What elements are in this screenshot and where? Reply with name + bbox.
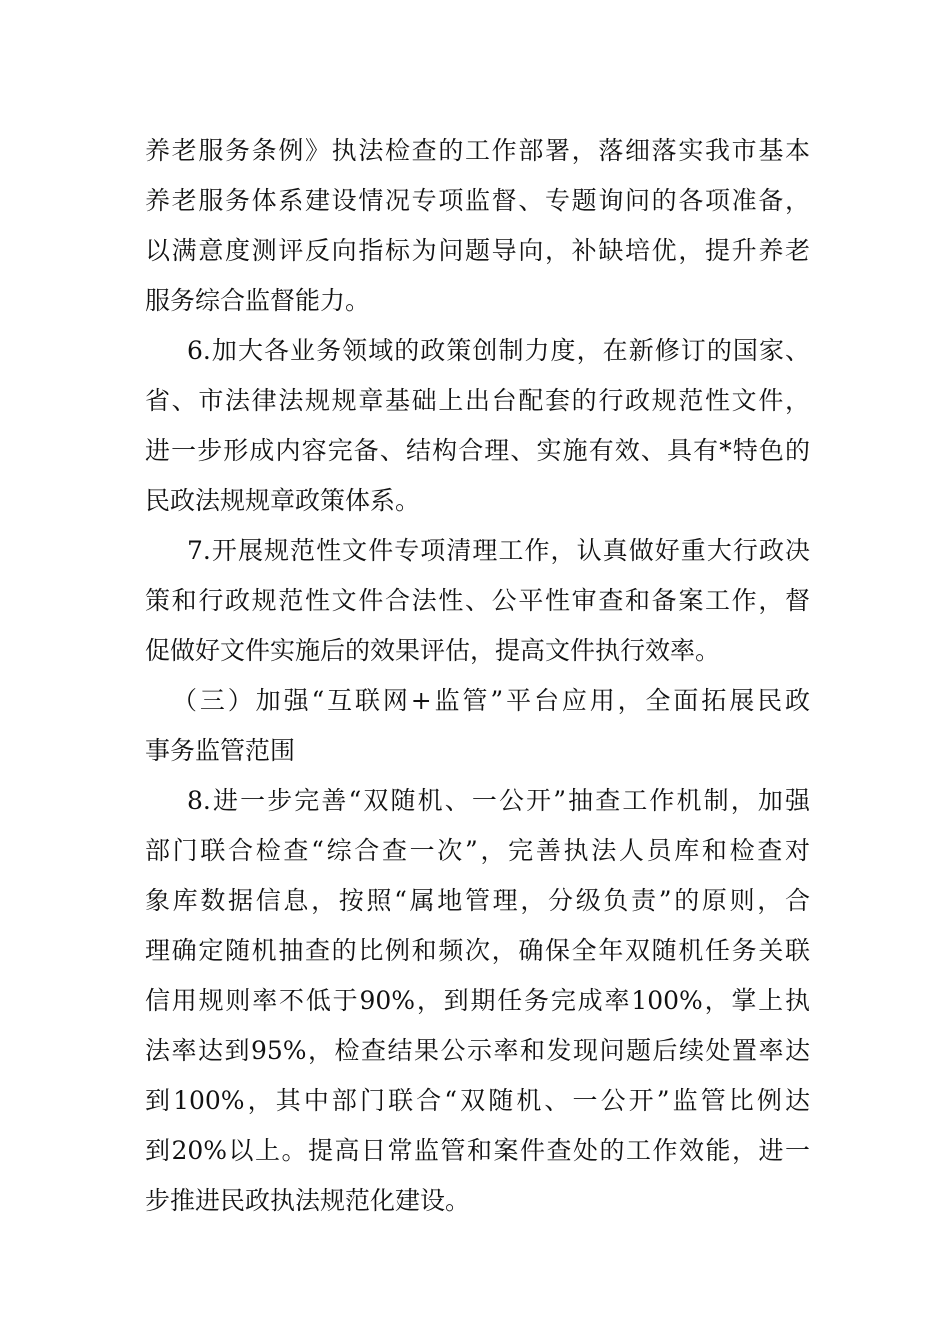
paragraph-line: 服务综合监督能力。: [145, 286, 371, 315]
paragraph-line: 到100%，其中部门联合“双随机、一公开”监管比例达: [145, 1086, 810, 1115]
paragraph-line: 信用规则率不低于90%，到期任务完成率100%，掌上执: [145, 986, 810, 1015]
paragraph-line: 养老服务条例》执法检查的工作部署，落细落实我市基本: [145, 136, 810, 165]
paragraph-line: 省、市法律法规规章基础上出台配套的行政规范性文件，: [145, 386, 810, 415]
paragraph-line: 促做好文件实施后的效果评估，提高文件执行效率。: [145, 636, 721, 665]
paragraph-line: 民政法规规章政策体系。: [145, 486, 421, 515]
section-heading-line: （三）加强“互联网+监管”平台应用，全面拓展民政: [172, 686, 810, 715]
paragraph-line: 进一步形成内容完备、结构合理、实施有效、具有*特色的: [145, 436, 810, 465]
paragraph-line: 以满意度测评反向指标为问题导向，补缺培优，提升养老: [145, 236, 810, 265]
paragraph-line: 8.进一步完善“双随机、一公开”抽查工作机制，加强: [187, 786, 810, 815]
paragraph-line: 理确定随机抽查的比例和频次，确保全年双随机任务关联: [145, 936, 810, 965]
paragraph-line: 养老服务体系建设情况专项监督、专题询问的各项准备，: [145, 186, 810, 215]
paragraph-line: 步推进民政执法规范化建设。: [145, 1186, 471, 1215]
paragraph-line: 象库数据信息，按照“属地管理，分级负责”的原则，合: [145, 886, 810, 915]
paragraph-line: 6.加大各业务领域的政策创制力度，在新修订的国家、: [187, 336, 810, 365]
paragraph-line: 到20%以上。提高日常监管和案件查处的工作效能，进一: [145, 1136, 810, 1165]
paragraph-line: 策和行政规范性文件合法性、公平性审查和备案工作，督: [145, 586, 810, 615]
paragraph-line: 7.开展规范性文件专项清理工作，认真做好重大行政决: [187, 536, 810, 565]
paragraph-line: 法率达到95%，检查结果公示率和发现问题后续处置率达: [145, 1036, 810, 1065]
paragraph-line: 部门联合检查“综合查一次”，完善执法人员库和检查对: [145, 836, 810, 865]
section-heading-line: 事务监管范围: [145, 736, 296, 765]
